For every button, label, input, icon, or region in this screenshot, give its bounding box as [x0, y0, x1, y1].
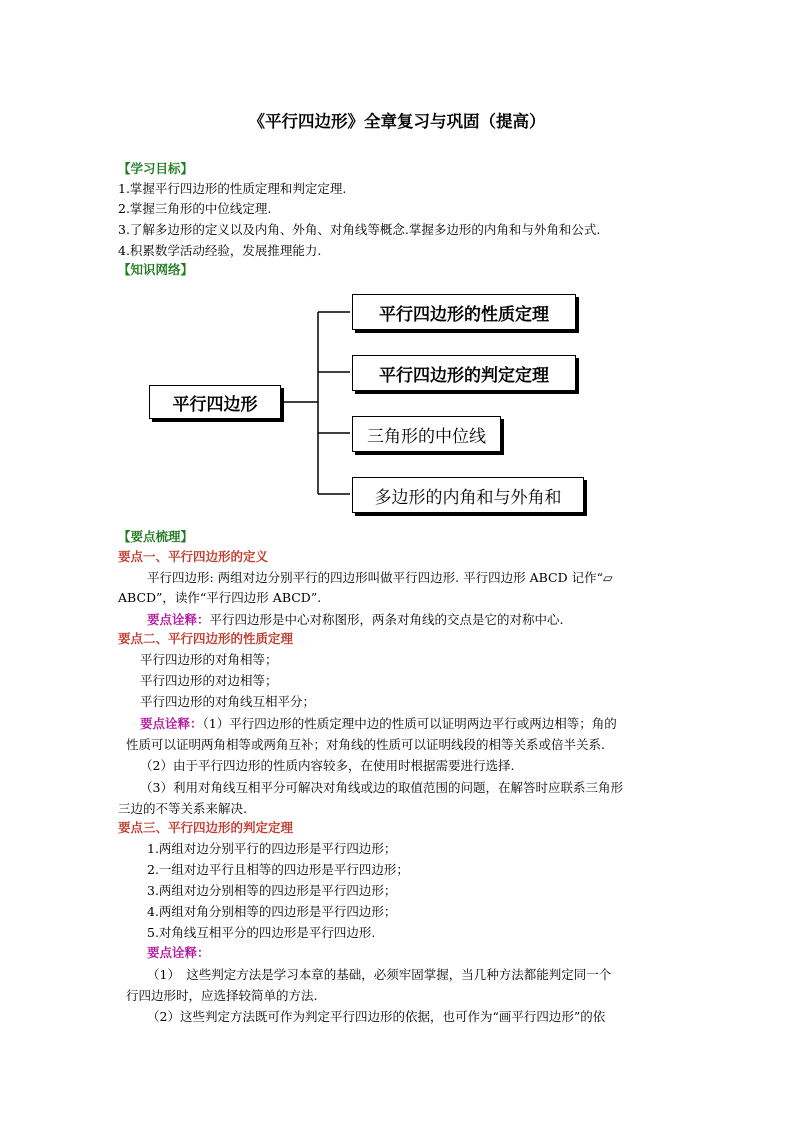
note-label: 要点诠释：: [147, 612, 210, 627]
point3-item: 1.两组对边分别平行的四边形是平行四边形；: [147, 841, 397, 856]
point2-note3: （3）利用对角线互相平分可解决对角线或边的取值范围的问题，在解答时应联系三角形: [140, 780, 623, 795]
goal-item: 4.积累数学活动经验，发展推理能力.: [118, 243, 322, 258]
point3-item: 4.两组对角分别相等的四边形是平行四边形；: [147, 904, 397, 919]
network-header: 【知识网络】: [118, 262, 194, 277]
point1-definition-cont: ABCD”，读作“平行四边形 ABCD”.: [118, 590, 322, 605]
point1-note: [147, 611, 564, 629]
diagram-branch-properties: 平行四边形的性质定理: [352, 294, 576, 330]
goal-item: 1.掌握平行四边形的性质定理和判定定理.: [118, 181, 347, 196]
point2-prop: 平行四边形的对角相等；: [140, 652, 278, 667]
point2-heading: 要点二、平行四边形的性质定理: [118, 631, 294, 646]
point3-note2: （2）这些判定方法既可作为判定平行四边形的依据，也可作为“画平行四边形”的依: [147, 1009, 606, 1024]
page-title: 《平行四边形》全章复习与巩固（提高）: [248, 112, 546, 131]
point3-item: 5.对角线互相平分的四边形是平行四边形.: [147, 925, 376, 940]
point1-heading: 要点一、平行四边形的定义: [118, 549, 269, 564]
note-label: 要点诠释：: [140, 716, 203, 731]
point3-item: 3.两组对边分别相等的四边形是平行四边形；: [147, 883, 397, 898]
diagram-branch-midline: 三角形的中位线: [352, 416, 501, 452]
diagram-branch-polygon-angles: 多边形的内角和与外角和: [352, 477, 584, 513]
point3-note1: （1） 这些判定方法是学习本章的基础，必须牢固掌握，当几种方法都能判定同一个: [147, 967, 612, 982]
diagram-branch-criteria: 平行四边形的判定定理: [352, 355, 576, 391]
diagram-root: 平行四边形: [149, 385, 281, 419]
goal-item: 3.了解多边形的定义以及内角、外角、对角线等概念.掌握多边形的内角和与外角和公式.: [118, 222, 601, 237]
point3-note-label: 要点诠释：: [147, 945, 210, 960]
point2-prop: 平行四边形的对边相等；: [140, 673, 278, 688]
point3-item: 2.一组对边平行且相等的四边形是平行四边形；: [147, 862, 409, 877]
point2-prop: 平行四边形的对角线互相平分；: [140, 694, 316, 709]
note-text: （1）平行四边形的性质定理中边的性质可以证明两边平行或两边相等；角的: [202, 716, 617, 731]
goal-item: 2.掌握三角形的中位线定理.: [118, 201, 272, 216]
point3-heading: 要点三、平行四边形的判定定理: [118, 820, 294, 835]
points-header: 【要点梳理】: [118, 529, 194, 544]
point2-note2: （2）由于平行四边形的性质内容较多，在使用时根据需要进行选择.: [140, 758, 515, 773]
point2-note1-cont: 性质可以证明两角相等或两角互补；对角线的性质可以证明线段的相等关系或倍半关系.: [126, 737, 605, 752]
goals-header: 【学习目标】: [118, 161, 194, 176]
point1-definition: 平行四边形: 两组对边分别平行的四边形叫做平行四边形. 平行四边形 ABCD 记作“▱: [147, 570, 613, 585]
note-text: 平行四边形是中心对称图形，两条对角线的交点是它的对称中心.: [209, 612, 564, 627]
point2-note1: [140, 715, 617, 733]
point2-note3-cont: 三边的不等关系来解决.: [118, 801, 247, 816]
point3-note1-cont: 行四边形时，应选择较简单的方法.: [126, 988, 318, 1003]
